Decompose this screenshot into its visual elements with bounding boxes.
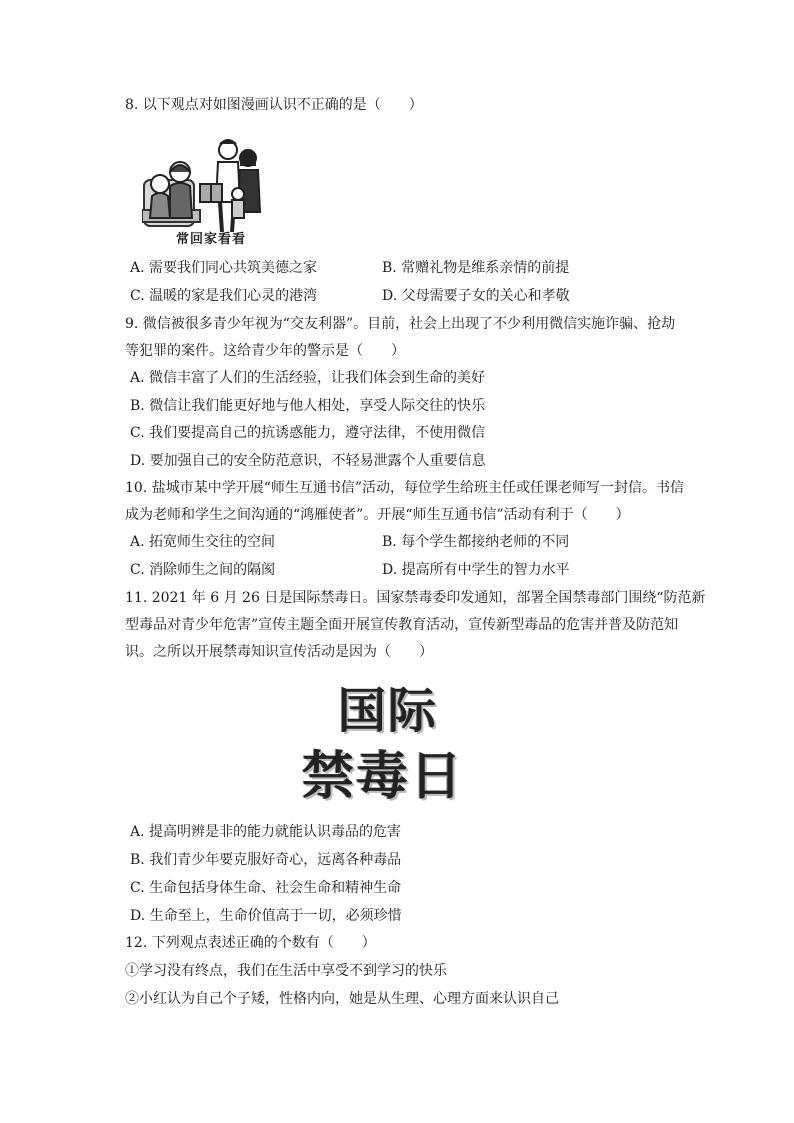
q10-option-a: A. 拓宽师生交往的空间 bbox=[130, 534, 276, 550]
q8-stem: 8. 以下观点对如图漫画认识不正确的是（ ） bbox=[125, 97, 423, 113]
family-cartoon-image bbox=[142, 132, 262, 248]
q11-option-d: D. 生命至上，生命价值高于一切，必须珍惜 bbox=[130, 908, 402, 924]
q9-option-d: D. 要加强自己的安全防范意识，不轻易泄露个人重要信息 bbox=[130, 453, 486, 469]
q10-option-c: C. 消除师生之间的隔阂 bbox=[130, 562, 276, 578]
poster-line1: 国际 bbox=[338, 683, 439, 739]
q8-option-a: A. 需要我们同心共筑美德之家 bbox=[130, 260, 318, 276]
q9-stem-line2: 等犯罪的案件。这给青少年的警示是（ ） bbox=[125, 343, 405, 359]
q10-stem-line2: 成为老师和学生之间沟通的“鸿雁使者”。开展“师生互通书信”活动有利于（ ） bbox=[125, 507, 630, 523]
cartoon-caption: 常回家看看 bbox=[176, 232, 247, 247]
q11-option-b: B. 我们青少年要克服好奇心，远离各种毒品 bbox=[130, 852, 402, 868]
poster-line2: 禁毒日 bbox=[302, 746, 465, 807]
q9-stem-line1: 9. 微信被很多青少年视为“交友利器”。目前，社会上出现了不少利用微信实施诈骗、抢劫 bbox=[125, 316, 676, 332]
q11-option-c: C. 生命包括身体生命、社会生命和精神生命 bbox=[130, 880, 402, 896]
q9-option-b: B. 微信让我们能更好地与他人相处，享受人际交往的快乐 bbox=[130, 398, 486, 414]
q11-stem-line2: 型毒品对青少年危害”宣传主题全面开展宣传教育活动，宣传新型毒品的危害并普及防范知 bbox=[125, 617, 679, 633]
anti-drug-day-poster bbox=[298, 672, 494, 807]
q12-item-1: ①学习没有终点，我们在生活中享受不到学习的快乐 bbox=[125, 963, 447, 979]
q10-stem-line1: 10. 盐城市某中学开展“师生互通书信”活动，每位学生给班主任或任课老师写一封信。书信 bbox=[125, 480, 685, 496]
q11-option-a: A. 提高明辨是非的能力就能认识毒品的危害 bbox=[130, 824, 402, 840]
q11-stem-line3: 识。之所以开展禁毒知识宣传活动是因为（ ） bbox=[125, 644, 433, 660]
q8-option-b: B. 常赠礼物是维系亲情的前提 bbox=[382, 260, 570, 276]
q10-option-b: B. 每个学生都接纳老师的不同 bbox=[382, 534, 570, 550]
q11-stem-line1: 11. 2021 年 6 月 26 日是国际禁毒日。国家禁毒委印发通知，部署全国禁毒部门围绕“防范新 bbox=[125, 590, 706, 606]
q10-option-d: D. 提高所有中学生的智力水平 bbox=[382, 562, 570, 578]
q8-option-c: C. 温暖的家是我们心灵的港湾 bbox=[130, 288, 318, 304]
q9-option-a: A. 微信丰富了人们的生活经验，让我们体会到生命的美好 bbox=[130, 370, 486, 386]
q9-option-c: C. 我们要提高自己的抗诱惑能力，遵守法律，不使用微信 bbox=[130, 425, 486, 441]
q8-option-d: D. 父母需要子女的关心和孝敬 bbox=[382, 288, 570, 304]
q12-item-2: ②小红认为自己个子矮，性格内向，她是从生理、心理方面来认识自己 bbox=[125, 991, 559, 1007]
q12-stem: 12. 下列观点表述正确的个数有（ ） bbox=[125, 935, 376, 951]
